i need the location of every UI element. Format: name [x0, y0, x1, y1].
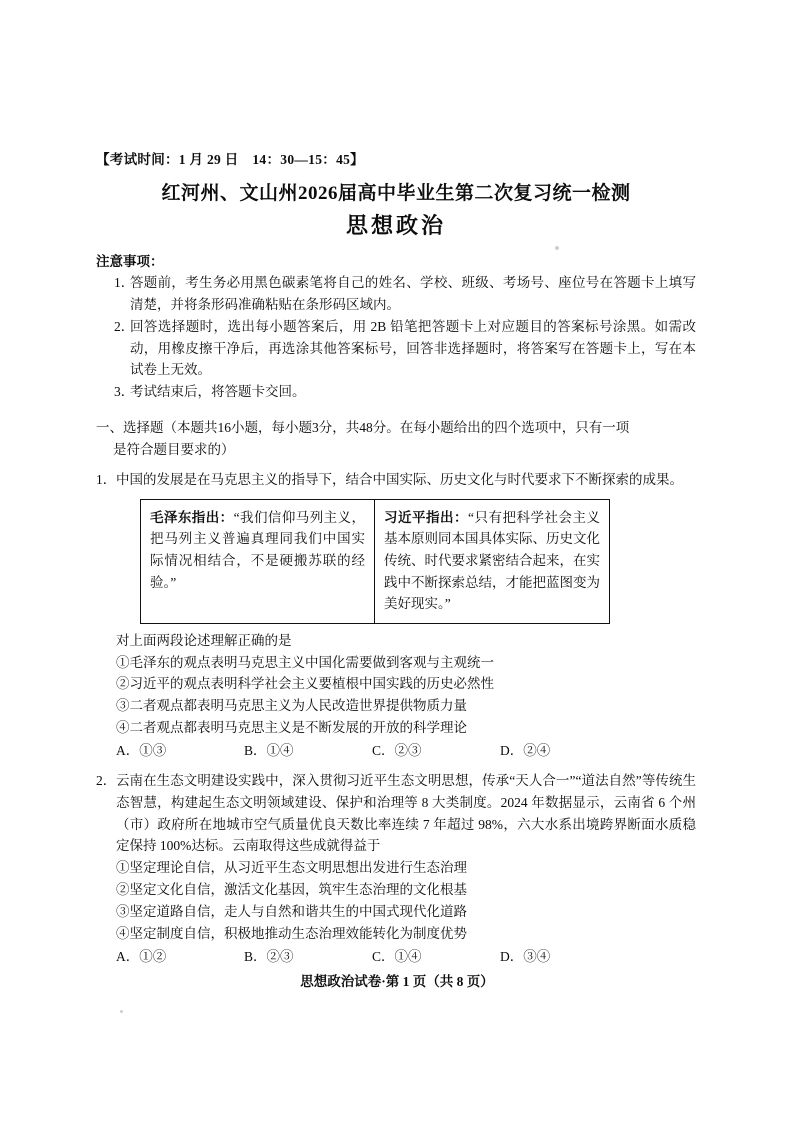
- question-number: 1．: [96, 471, 117, 487]
- subject-title: 思想政治: [345, 213, 446, 238]
- scan-speck: [555, 246, 559, 250]
- section-heading-line1: 一、选择题（本题共16小题，每小题3分，共48分。在每小题给出的四个选项中，只有一项: [96, 420, 630, 436]
- answer-choice-c: C．②③: [372, 743, 422, 758]
- answer-choice-c: C．①④: [372, 948, 422, 964]
- question-number: 2．: [96, 772, 117, 788]
- answer-choice-a: A．①②: [116, 948, 167, 964]
- quote-table: [140, 499, 610, 624]
- notice-text: 考试结束后，将答题卡交回。: [130, 384, 306, 400]
- answer-choice-b: B．①④: [244, 743, 294, 758]
- answer-choice-b: B．②③: [244, 948, 294, 964]
- quote-speaker: 习近平指出：: [384, 509, 468, 525]
- answer-choices: [96, 946, 696, 968]
- option-item: ③二者观点都表明马克思主义为人民改造世界提供物质力量: [116, 698, 467, 714]
- list-item: [96, 272, 696, 316]
- page-content: [96, 148, 696, 968]
- notice-number: 3．: [114, 384, 135, 400]
- page-title: 红河州、文山州2026届高中毕业生第二次复习统一检测: [161, 183, 631, 204]
- list-item: [96, 316, 696, 382]
- notice-number: 1．: [114, 275, 135, 290]
- page-footer: 思想政治试卷·第 1 页（共 8 页）: [300, 974, 494, 989]
- quote-text: “只有把科学社会主义基本原则同本国具体实际、历史文化传统、时代要求紧密结合起来，在实践中不断探索总结，才能把蓝图变为美好现实。”: [384, 509, 600, 612]
- question-stem: 中国的发展是在马克思主义的指导下，结合中国实际、历史文化与时代要求下不断探索的成果。: [116, 471, 683, 487]
- quote-cell-right: [375, 500, 609, 623]
- quote-text: “我们信仰马列主义，把马列主义普遍真理同我们中国实际情况相结合，不是硬搬苏联的经验。”: [150, 509, 366, 590]
- option-item: ④坚定制度自信，积极地推动生态治理效能转化为制度优势: [116, 925, 467, 941]
- section-heading-line2: 是符合题目要求的）: [113, 442, 235, 458]
- answer-choices: [96, 740, 696, 762]
- question-lead: 对上面两段论述理解正确的是: [116, 632, 292, 648]
- question-1: [96, 469, 696, 762]
- question-2: [96, 770, 696, 968]
- option-item: ②习近平的观点表明科学社会主义要植根中国实践的历史必然性: [116, 676, 494, 692]
- option-item: ①坚定理论自信，从习近平生态文明思想出发进行生态治理: [116, 860, 467, 876]
- notice-list: [96, 272, 696, 403]
- quote-cell-left: [141, 500, 375, 623]
- option-item: ②坚定文化自信，激活文化基因，筑牢生态治理的文化根基: [116, 882, 467, 898]
- notice-number: 2．: [114, 318, 135, 334]
- exam-time-line: 【考试时间：1 月 29 日 14：30—15：45】: [96, 152, 364, 167]
- quote-speaker: 毛泽东指出：: [150, 509, 234, 525]
- option-item: ④二者观点都表明马克思主义是不断发展的开放的科学理论: [116, 720, 467, 736]
- section-heading-choice: [96, 417, 696, 461]
- option-item: ①毛泽东的观点表明马克思主义中国化需要做到客观与主观统一: [116, 654, 494, 670]
- answer-choice-a: A．①③: [116, 743, 167, 758]
- notice-heading: 注意事项：: [96, 254, 164, 269]
- notice-text: 回答选择题时，选出每小题答案后，用 2B 铅笔把答题卡上对应题目的答案标号涂黑。如需改动，用橡皮擦干净后，再选涂其他答案标号，回答非选择题时，将答案写在答题卡上，写在本试卷上无效。: [130, 318, 696, 378]
- answer-choice-d: D．③④: [500, 948, 551, 964]
- question-stem: 云南在生态文明建设实践中，深入贯彻习近平生态文明思想，传承“天人合一”“道法自然”等传统生态智慧，构建起生态文明领域建设、保护和治理等 8 大类制度。2024 年数据显示，云南省 6 个州（市）政府所在地城市空气质量优良天数比率连续 7 年超过 98%，六大水系出境跨界断面水质稳定保持 100%达标。云南取得这些成就得益于: [116, 772, 696, 854]
- list-item: [96, 381, 696, 403]
- answer-choice-d: D．②④: [500, 743, 551, 758]
- notice-text: 答题前，考生务必用黑色碳素笔将自己的姓名、学校、班级、考场号、座位号在答题卡上填写清楚，并将条形码准确粘贴在条形码区域内。: [130, 275, 696, 312]
- option-item: ③坚定道路自信，走人与自然和谐共生的中国式现代化道路: [116, 904, 467, 920]
- scan-speck: [120, 1010, 123, 1013]
